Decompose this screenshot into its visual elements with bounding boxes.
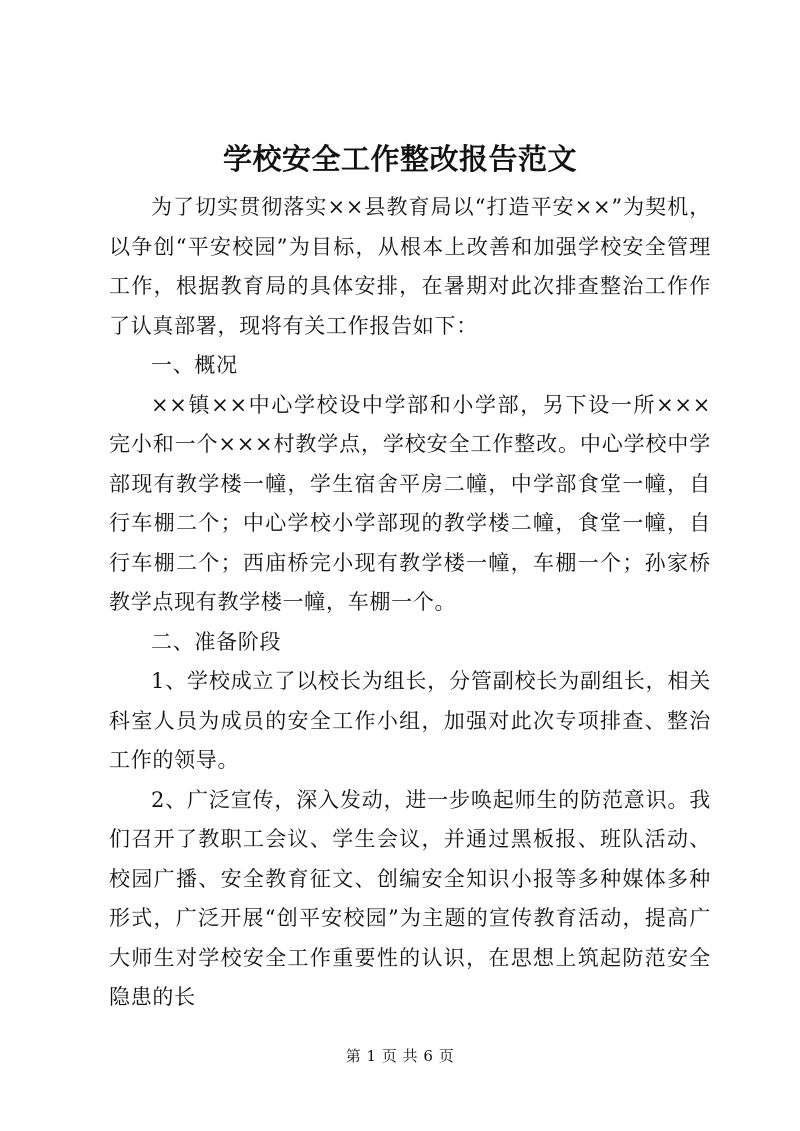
document-body [109,188,711,1018]
paragraph-overview: ××镇××中心学校设中学部和小学部，另下设一所×××完小和一个×××村教学点，学校安全工作整改。中心学校中学部现有教学楼一幢，学生宿舍平房二幢，中学部食堂一幢，自行车棚二个；中心学校小学部现的教学楼二幢，食堂一幢，自行车棚二个；西庙桥完小现有教学楼一幢，车棚一个；孙家桥教学点现有教学楼一幢，车棚一个。 [109,392,711,614]
paragraph-intro: 为了切实贯彻落实××县教育局以“打造平安××”为契机，以争创“平安校园”为目标，从根本上改善和加强学校安全管理工作，根据教育局的具体安排，在暑期对此次排查整治工作作了认真部署，现将有关工作报告如下： [109,195,711,338]
section-heading-preparation: 二、准备阶段 [151,629,282,654]
document-title: 学校安全工作整改报告范文 [222,142,577,176]
section-heading-overview: 一、概况 [151,353,238,377]
page-footer: 第 1 页 共 6 页 [345,1047,455,1065]
paragraph-preparation-1: 1、学校成立了以校长为组长，分管副校长为副组长，相关科室人员为成员的安全工作小组，加强对此次专项排查、整治工作的领导。 [109,669,711,772]
paragraph-preparation-2: 2、广泛宣传，深入发动，进一步唤起师生的防范意识。我们召开了教职工会议、学生会议，并通过黑板报、班队活动、校园广播、安全教育征文、创编安全知识小报等多种媒体多种形式，广泛开展“创平安校园”为主题的宣传教育活动，提高广大师生对学校安全工作重要性的认识，在思想上筑起防范安全隐患的长 [109,787,711,1009]
